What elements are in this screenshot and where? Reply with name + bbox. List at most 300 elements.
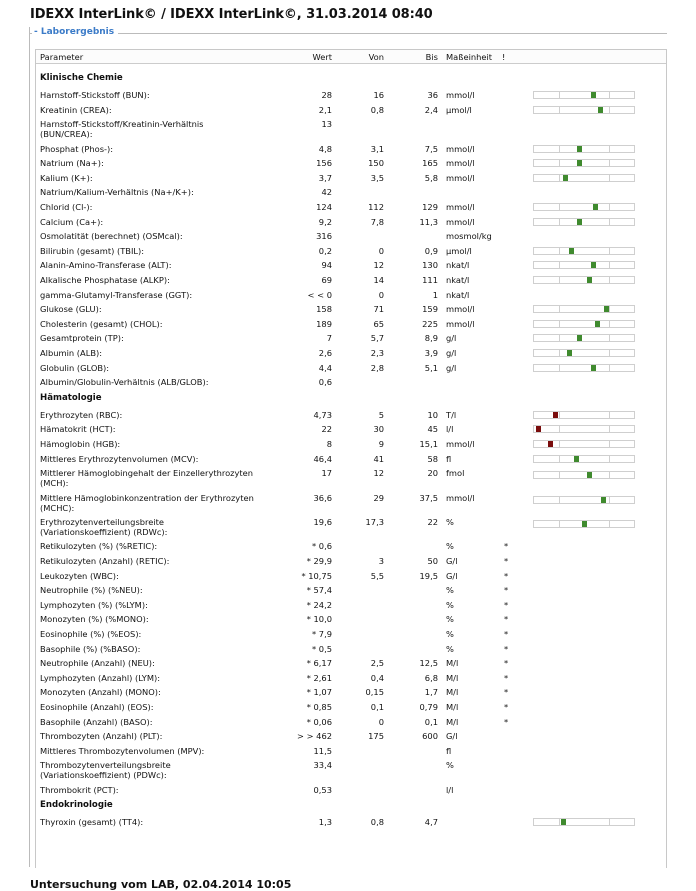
value-cell: * 6,17 [306,658,332,669]
range-min-cell: 0 [378,716,384,727]
legend-label: Laborergebnis [40,27,115,37]
range-bar-divider [609,321,610,327]
range-bar [533,440,635,448]
param-name: Hämoglobin (HGB): [40,439,121,449]
value-cell: 22 [321,424,332,435]
range-min-cell: 2,8 [370,362,384,373]
flag-cell: * [504,629,509,639]
range-bar-divider [609,107,610,113]
value-cell: 94 [321,260,332,271]
range-max-cell: 15,1 [419,439,438,449]
range-bar [533,203,635,211]
range-bar [533,349,635,357]
range-marker [582,521,587,527]
unit-cell: mosmol/kg [446,231,492,242]
range-max-cell: 11,3 [419,216,438,227]
range-bar-divider [559,335,560,341]
param-name: Albumin (ALB): [40,348,103,358]
param-name: Mittleres Erythrozytenvolumen (MCV): [40,453,199,464]
range-max-cell: 8,9 [424,333,438,344]
range-bar-divider [609,306,610,312]
value-cell: 17 [321,468,332,479]
range-min-cell: 0 [378,289,384,300]
range-max-cell: 165 [422,158,438,169]
range-bar-divider [559,306,560,312]
unit-cell: mmol/l [446,90,475,100]
range-bar [533,174,635,182]
unit-cell: G/l [446,570,458,581]
unit-cell: mmol/l [446,216,475,227]
unit-cell: M/l [446,687,459,698]
flag-cell: * [504,643,509,654]
header-bis: Bis [425,52,438,62]
range-bar [533,145,635,153]
unit-cell: M/l [446,716,459,727]
param-name: Eosinophile (Anzahl) (EOS): [40,702,154,712]
param-name: Erythrozyten (RBC): [40,409,123,420]
param-name: Mittlerer Hämoglobingehalt der Einzellerythrozyten [40,468,254,479]
value-cell: 19,6 [313,517,332,527]
unit-cell: M/l [446,672,459,683]
range-bar [533,471,635,479]
range-marker [569,248,574,254]
range-bar-divider [609,472,610,478]
value-cell: * 0,6 [312,541,332,552]
range-bar [533,106,635,114]
range-bar-divider [559,204,560,210]
range-bar-divider [559,412,560,418]
range-min-cell: 7,8 [370,216,384,227]
param-name: Phosphat (Phos-): [40,143,114,154]
range-marker [595,321,600,327]
range-min-cell: 3 [378,556,384,566]
range-bar-divider [609,335,610,341]
unit-cell: M/l [446,702,459,712]
range-bar [533,320,635,328]
header-unit: Maßeinheit [446,52,493,62]
range-max-cell: 10 [427,409,438,420]
range-max-cell: 1 [432,289,438,300]
range-bar [533,425,635,433]
param-name: Cholesterin (gesamt) (CHOL): [40,318,163,329]
range-min-cell: 112 [368,202,384,212]
value-cell: 36,6 [313,492,332,503]
value-cell: 0,2 [318,245,332,256]
param-name: Albumin/Globulin-Verhältnis (ALB/GLOB): [40,377,209,388]
param-name: Monozyten (Anzahl) (MONO): [40,687,161,698]
range-bar [533,305,635,313]
range-bar-divider [609,204,610,210]
range-max-cell: 20 [427,468,438,479]
range-min-cell: 150 [368,158,384,169]
range-min-cell: 71 [373,304,384,315]
range-min-cell: 12 [373,468,384,479]
flag-cell: * [504,599,509,610]
range-min-cell: 0,8 [370,104,384,115]
param-name-cont: (Variationskoeffizient) (PDWc): [40,770,167,781]
range-max-cell: 50 [427,556,438,566]
range-max-cell: 111 [422,275,438,285]
range-bar-divider [559,160,560,166]
range-max-cell: 22 [427,517,438,527]
range-marker [591,262,596,268]
unit-cell: g/l [446,348,457,358]
param-name-cont: (BUN/CREA): [40,129,93,140]
range-bar-divider [559,365,560,371]
param-name: Mittleres Thrombozytenvolumen (MPV): [40,745,205,756]
range-bar-divider [609,277,610,283]
param-name: Thyroxin (gesamt) (TT4): [40,817,144,828]
range-max-cell: 36 [427,90,438,100]
unit-cell: l/l [446,424,454,435]
range-marker [577,335,582,341]
value-cell: * 0,85 [306,702,332,712]
param-name: Globulin (GLOB): [40,362,110,373]
footer-heading: Untersuchung vom LAB, 02.04.2014 10:05 [30,878,292,891]
param-name: Kreatinin (CREA): [40,104,112,115]
range-bar-divider [609,441,610,447]
range-max-cell: 19,5 [419,570,438,581]
unit-cell: fl [446,453,452,464]
range-min-cell: 0,1 [370,702,384,712]
range-bar-divider [559,472,560,478]
param-name: Natrium (Na+): [40,158,104,169]
range-bar-divider [559,350,560,356]
range-bar-divider [559,219,560,225]
param-name: Hämatokrit (HCT): [40,424,116,435]
range-bar-divider [609,412,610,418]
range-min-cell: 9 [378,439,384,449]
range-max-cell: 5,1 [424,362,438,373]
range-max-cell: 1,7 [424,687,438,698]
value-cell: 124 [316,202,332,212]
param-name: Natrium/Kalium-Verhältnis (Na+/K+): [40,187,194,198]
range-marker [577,219,582,225]
fieldset-divider [30,33,667,34]
unit-cell: mmol/l [446,143,475,154]
unit-cell: mmol/l [446,158,475,169]
value-cell: 11,5 [313,745,332,756]
value-cell: 156 [316,158,332,169]
range-bar-divider [559,107,560,113]
value-cell: 13 [321,119,332,130]
value-cell: 4,73 [313,409,332,420]
param-name: Alanin-Amino-Transferase (ALT): [40,260,172,271]
param-name: Mittlere Hämoglobinkonzentration der Erythrozyten [40,492,254,503]
range-bar-divider [559,92,560,98]
param-name: Basophile (%) (%BASO): [40,643,141,654]
unit-cell: % [446,599,454,610]
value-cell: 3,7 [318,172,332,183]
section-title: Hämatologie [40,392,102,403]
range-bar-divider [609,819,610,825]
value-cell: 42 [321,187,332,198]
value-cell: * 0,06 [306,716,332,727]
value-cell: 1,3 [318,817,332,828]
param-name: Retikulozyten (%) (%RETIC): [40,541,158,552]
value-cell: < < 0 [307,289,332,300]
unit-cell: % [446,517,454,527]
table-header [36,50,666,64]
range-bar [533,91,635,99]
value-cell: 2,6 [318,348,332,358]
range-min-cell: 3,5 [370,172,384,183]
unit-cell: µmol/l [446,245,472,256]
unit-cell: T/l [446,409,457,420]
value-cell: 7 [326,333,332,344]
param-name: Eosinophile (%) (%EOS): [40,629,142,639]
range-bar-divider [609,175,610,181]
unit-cell: fl [446,745,452,756]
range-min-cell: 2,3 [370,348,384,358]
flag-cell: * [504,658,509,669]
range-min-cell: 14 [373,275,384,285]
header-von: Von [368,52,384,62]
range-bar-divider [609,426,610,432]
range-bar-divider [559,248,560,254]
range-max-cell: 600 [422,731,438,742]
unit-cell: g/l [446,333,457,344]
range-bar-divider [609,160,610,166]
value-cell: * 0,5 [312,643,332,654]
range-bar [533,247,635,255]
range-marker [591,92,596,98]
unit-cell: nkat/l [446,289,470,300]
param-name: Chlorid (Cl-): [40,202,93,212]
unit-cell: % [446,643,454,654]
param-name: Monozyten (%) (%MONO): [40,614,149,625]
section-title: Klinische Chemie [40,73,123,83]
unit-cell: fmol [446,468,465,479]
range-marker [604,306,609,312]
param-name-cont: (MCH): [40,478,69,489]
param-name: Retikulozyten (Anzahl) (RETIC): [40,556,170,566]
range-max-cell: 5,8 [424,172,438,183]
range-bar-divider [559,321,560,327]
flag-cell: * [504,702,509,712]
range-min-cell: 175 [368,731,384,742]
range-bar-divider [609,248,610,254]
unit-cell: M/l [446,658,459,669]
range-min-cell: 0 [378,245,384,256]
unit-cell: % [446,541,454,552]
value-cell: * 2,61 [306,672,332,683]
range-marker [536,426,541,432]
value-cell: 316 [316,231,332,242]
range-max-cell: 45 [427,424,438,435]
range-marker [587,277,592,283]
param-name: gamma-Glutamyl-Transferase (GGT): [40,289,193,300]
range-bar-divider [609,262,610,268]
unit-cell: nkat/l [446,260,470,271]
value-cell: 2,1 [318,104,332,115]
range-bar-divider [609,456,610,462]
value-cell: 9,2 [318,216,332,227]
range-bar-divider [559,456,560,462]
value-cell: 69 [321,275,332,285]
range-min-cell: 65 [373,318,384,329]
range-marker [587,472,592,478]
unit-cell: G/l [446,731,458,742]
range-bar-divider [559,497,560,503]
range-max-cell: 2,4 [424,104,438,115]
range-marker [577,146,582,152]
header-flag: ! [502,52,506,62]
range-min-cell: 30 [373,424,384,435]
range-bar [533,276,635,284]
value-cell: 8 [326,439,332,449]
value-cell: * 57,4 [306,585,332,596]
unit-cell: g/l [446,362,457,373]
range-bar [533,411,635,419]
results-table [35,49,667,868]
param-name: Thrombozytenverteilungsbreite [40,760,171,771]
param-name: Neutrophile (Anzahl) (NEU): [40,658,155,669]
header-wert: Wert [312,52,332,62]
range-bar [533,334,635,342]
range-marker [577,160,582,166]
param-name: Leukozyten (WBC): [40,570,119,581]
range-min-cell: 0,8 [370,817,384,828]
value-cell: * 10,75 [301,570,332,581]
param-name: Kalium (K+): [40,172,93,183]
value-cell: 158 [316,304,332,315]
unit-cell: mmol/l [446,492,475,503]
unit-cell: % [446,760,454,771]
range-bar [533,261,635,269]
range-marker [598,107,603,113]
range-min-cell: 0,4 [370,672,384,683]
value-cell: 189 [316,318,332,329]
value-cell: * 7,9 [312,629,332,639]
range-max-cell: 159 [422,304,438,315]
value-cell: * 10,0 [306,614,332,625]
unit-cell: mmol/l [446,202,475,212]
range-bar [533,159,635,167]
param-name: Neutrophile (%) (%NEU): [40,585,143,596]
range-min-cell: 16 [373,90,384,100]
range-bar-divider [559,175,560,181]
section-title: Endokrinologie [40,800,113,811]
param-name: Thrombokrit (PCT): [40,784,119,795]
range-bar-divider [609,219,610,225]
param-name: Basophile (Anzahl) (BASO): [40,716,153,727]
unit-cell: mmol/l [446,318,475,329]
range-min-cell: 5,5 [370,570,384,581]
range-marker [561,819,566,825]
range-min-cell: 17,3 [365,517,384,527]
param-name: Alkalische Phosphatase (ALKP): [40,275,170,285]
range-max-cell: 0,1 [424,716,438,727]
range-max-cell: 4,7 [424,817,438,828]
range-max-cell: 58 [427,453,438,464]
value-cell: 0,53 [313,784,332,795]
range-max-cell: 7,5 [424,143,438,154]
report-title: IDEXX InterLink© / IDEXX InterLink©, 31.03.2014 08:40 [30,7,433,22]
flag-cell: * [504,614,509,625]
param-name: Lymphozyten (Anzahl) (LYM): [40,672,161,683]
range-max-cell: 12,5 [419,658,438,669]
range-max-cell: 0,79 [419,702,438,712]
unit-cell: G/l [446,556,458,566]
range-min-cell: 5,7 [370,333,384,344]
range-bar [533,455,635,463]
flag-cell: * [504,687,509,698]
unit-cell: mmol/l [446,439,475,449]
range-min-cell: 29 [373,492,384,503]
range-min-cell: 3,1 [370,143,384,154]
range-min-cell: 12 [373,260,384,271]
range-min-cell: 5 [378,409,384,420]
value-cell: 33,4 [313,760,332,771]
range-bar-divider [559,819,560,825]
range-max-cell: 3,9 [424,348,438,358]
range-max-cell: 129 [422,202,438,212]
range-max-cell: 130 [422,260,438,271]
range-marker [553,412,558,418]
range-max-cell: 37,5 [419,492,438,503]
flag-cell: * [504,585,509,596]
range-bar-divider [609,146,610,152]
param-name: Thrombozyten (Anzahl) (PLT): [40,731,163,742]
flag-cell: * [504,716,509,727]
range-max-cell: 0,9 [424,245,438,256]
range-marker [567,350,572,356]
value-cell: * 29,9 [306,556,332,566]
param-name: Erythrozytenverteilungsbreite [40,517,165,527]
range-bar-divider [559,441,560,447]
unit-cell: µmol/l [446,104,472,115]
value-cell: 4,8 [318,143,332,154]
param-name: Harnstoff-Stickstoff (BUN): [40,90,150,100]
range-min-cell: 0,15 [365,687,384,698]
range-bar-divider [609,521,610,527]
param-name: Calcium (Ca+): [40,216,104,227]
range-marker [591,365,596,371]
range-max-cell: 6,8 [424,672,438,683]
unit-cell: mmol/l [446,304,475,315]
flag-cell: * [504,570,509,581]
range-bar-divider [559,521,560,527]
param-name-cont: (Variationskoeffizient) (RDWc): [40,527,168,537]
flag-cell: * [504,541,509,552]
unit-cell: % [446,629,454,639]
range-bar-divider [609,365,610,371]
header-parameter: Parameter [40,52,84,62]
range-bar-divider [559,146,560,152]
param-name-cont: (MCHC): [40,502,75,513]
range-bar-divider [609,497,610,503]
param-name: Harnstoff-Stickstoff/Kreatinin-Verhältnis [40,119,204,130]
range-marker [574,456,579,462]
unit-cell: % [446,614,454,625]
range-max-cell: 225 [422,318,438,329]
unit-cell: l/l [446,784,454,795]
range-bar [533,818,635,826]
range-bar [533,496,635,504]
range-min-cell: 2,5 [370,658,384,669]
range-bar-divider [559,277,560,283]
range-bar [533,364,635,372]
value-cell: 4,4 [318,362,332,373]
range-bar-divider [609,92,610,98]
range-bar-divider [559,426,560,432]
value-cell: * 1,07 [306,687,332,698]
range-marker [601,497,606,503]
range-bar [533,520,635,528]
flag-cell: * [504,672,509,683]
range-bar-divider [609,350,610,356]
